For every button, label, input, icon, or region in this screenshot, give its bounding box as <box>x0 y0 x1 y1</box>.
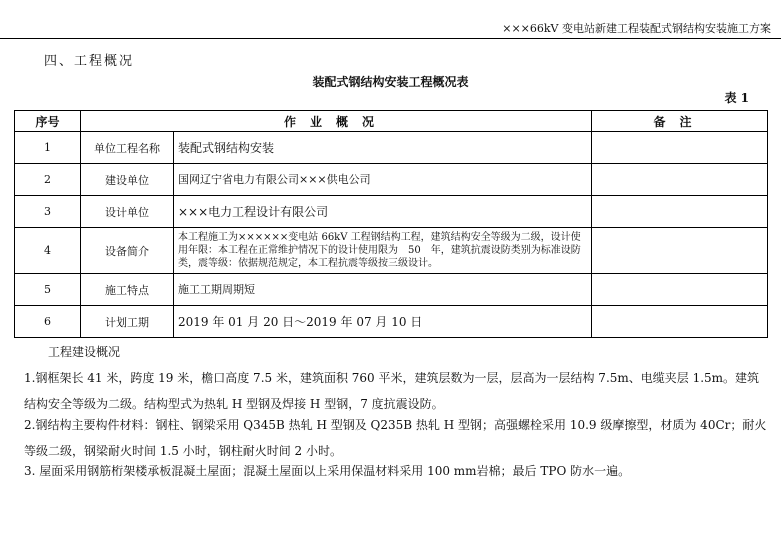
row-name: 单位工程名称 <box>81 132 174 164</box>
row-desc: 装配式钢结构安装 <box>174 132 592 164</box>
paragraph: 3. 屋面采用钢筋桁架楼承板混凝土屋面；混凝土屋面以上采用保温材料采用 100 mm岩棉；最后 TPO 防水一遍。 <box>24 464 631 478</box>
row-remark <box>592 274 768 306</box>
header-overview: 作业概况 <box>81 111 592 132</box>
header-remark: 备注 <box>592 111 768 132</box>
row-desc: ×××电力工程设计有限公司 <box>174 196 592 228</box>
row-remark <box>592 196 768 228</box>
overview-table <box>14 110 768 338</box>
row-no: 1 <box>15 132 81 164</box>
table-row <box>15 306 768 338</box>
table-row <box>15 228 768 274</box>
header-divider <box>0 38 781 39</box>
row-remark <box>592 228 768 274</box>
row-desc: 施工工期周期短 <box>174 274 592 306</box>
table-row <box>15 196 768 228</box>
row-desc: 国网辽宁省电力有限公司×××供电公司 <box>174 164 592 196</box>
paragraph: 1.钢框架长 41 米，跨度 19 米，檐口高度 7.5 米，建筑面积 760 平米，建筑层数为一层，层高为一层结构 7.5m、电缆夹层 1.5m。建筑结构安全等级为二级。结构型式为热轧 H 型钢及焊接 H 型钢，7 度抗震设防。 <box>24 371 760 411</box>
row-name: 设计单位 <box>81 196 174 228</box>
section-heading: 四、工程概况 <box>44 54 135 69</box>
row-name: 施工特点 <box>81 274 174 306</box>
row-name: 设备简介 <box>81 228 174 274</box>
document-header-title: ×××66kV 变电站新建工程装配式钢结构安装施工方案 <box>502 22 771 35</box>
row-no: 3 <box>15 196 81 228</box>
row-remark <box>592 164 768 196</box>
row-no: 2 <box>15 164 81 196</box>
row-desc: 本工程施工为××××××变电站 66kV 工程钢结构工程，建筑结构安全等级为二级，设计使用年限：本工程在正常维护情况下的设计使用限为 50 年，建筑抗震设防类别为标准设防类，震等级：依据规范规定，本工程抗震等级按三级设计。 <box>174 228 592 274</box>
table-row <box>15 132 768 164</box>
row-no: 4 <box>15 228 81 274</box>
table-header-row <box>15 111 768 132</box>
paragraph: 2.钢结构主要构件材料：钢柱、钢梁采用 Q345B 热轧 H 型钢及 Q235B 热轧 H 型钢；高强螺栓采用 10.9 级摩擦型，材质为 40Cr；耐火等级二级，钢梁耐火时间 1.5 小时，钢柱耐火时间 2 小时。 <box>24 418 767 458</box>
row-no: 5 <box>15 274 81 306</box>
header-no: 序号 <box>15 111 81 132</box>
row-remark <box>592 132 768 164</box>
table-title: 装配式钢结构安装工程概况表 <box>312 75 469 89</box>
row-no: 6 <box>15 306 81 338</box>
row-name: 计划工期 <box>81 306 174 338</box>
sub-heading: 工程建设概况 <box>48 345 121 359</box>
row-name: 建设单位 <box>81 164 174 196</box>
table-row <box>15 164 768 196</box>
row-desc: 2019 年 01 月 20 日～2019 年 07 月 10 日 <box>174 306 592 338</box>
row-remark <box>592 306 768 338</box>
table-number: 表 1 <box>724 91 749 105</box>
table-row <box>15 274 768 306</box>
